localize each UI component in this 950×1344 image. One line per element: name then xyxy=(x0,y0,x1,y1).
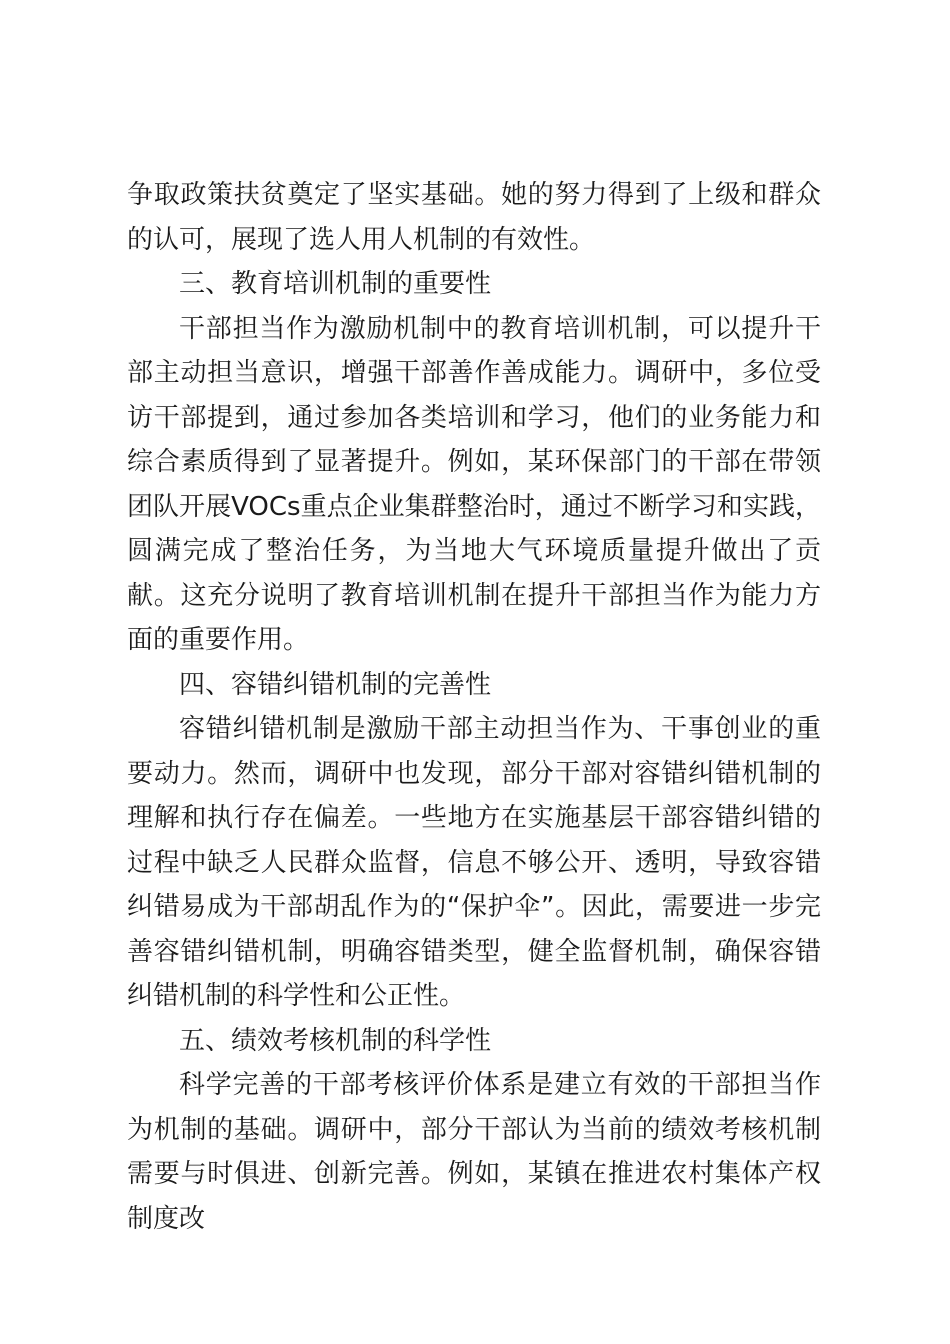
paragraph-error-tolerance: 容错纠错机制是激励干部主动担当作为、干事创业的重要动力。然而，调研中也发现，部分干部对容错纠错机制的理解和执行存在偏差。一些地方在实施基层干部容错纠错的过程中缺乏人民群众监督，信息不够公开、透明，导致容错纠错易成为干部胡乱作为的“保护伞”。因此，需要进一步完善容错纠错机制，明确容错类型，健全监督机制，确保容错纠错机制的科学性和公正性。 xyxy=(127,714,821,1011)
paragraph-education-training: 干部担当作为激励机制中的教育培训机制，可以提升干部主动担当意识，增强干部善作善成能力。调研中，多位受访干部提到，通过参加各类培训和学习，他们的业务能力和综合素质得到了显著提升。例如，某环保部门的干部在带领团队开展VOCs重点企业集群整治时，通过不断学习和实践，圆满完成了整治任务，为当地大气环境质量提升做出了贡献。这充分说明了教育培训机制在提升干部担当作为能力方面的重要作用。 xyxy=(127,313,821,655)
section-heading-education-training: 三、教育培训机制的重要性 xyxy=(179,269,492,299)
document-page xyxy=(127,173,821,1241)
section-heading-error-tolerance: 四、容错纠错机制的完善性 xyxy=(179,669,492,700)
section-heading-performance-assessment: 五、绩效考核机制的科学性 xyxy=(179,1025,492,1056)
paragraph-performance-assessment: 科学完善的干部考核评价体系是建立有效的干部担当作为机制的基础。调研中，部分干部认为当前的绩效考核机制需要与时俱进、创新完善。例如，某镇在推进农村集体产权制度改 xyxy=(127,1070,821,1234)
paragraph-intro-continuation: 争取政策扶贫奠定了坚实基础。她的努力得到了上级和群众的认可，展现了选人用人机制的有效性。 xyxy=(127,180,821,255)
